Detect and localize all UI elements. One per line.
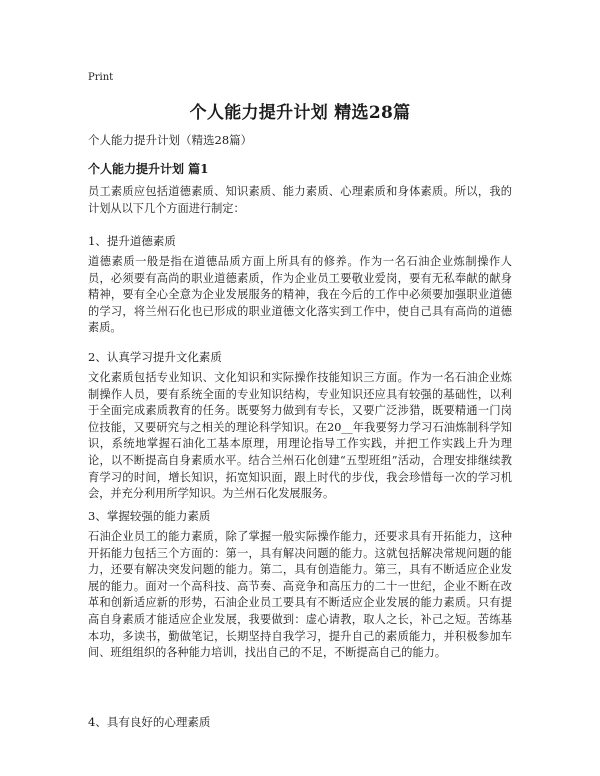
intro-paragraph: 员工素质应包括道德素质、知识素质、能力素质、心理素质和身体素质。所以，我的计划从以下几个方面进行制定： <box>88 185 512 215</box>
section-body-1: 道德素质一般是指在道德品质方面上所具有的修养。作为一名石油企业炼制操作人员，必须要有高尚的职业道德素质，作为企业员工要敬业爱岗，要有无私奉献的献身精神，要有全心全意为企业发展服务的精神，我在今后的工作中必须要加强职业道德的学习，将兰州石化也已形成的职业道德文化落实到工作中，使自己具有高尚的道德素质。 <box>88 255 512 335</box>
document-subtitle: 个人能力提升计划（精选28篇） <box>88 133 253 147</box>
section-heading-4: 4、具有良好的心理素质 <box>88 715 211 729</box>
section-heading-2: 2、认真学习提升文化素质 <box>88 350 222 364</box>
section-body-3: 石油企业员工的能力素质，除了掌握一般实际操作能力，还要求具有开拓能力，这种开拓能力包括三个方面的：第一，具有解决问题的能力。这就包括解决常规问题的能力，还要有解决突发问题的能力。第二，具有创造能力。第三，具有不断适应企业发展的能力。面对一个高科技、高节奏、高竞争和高压力的二十一世纪，企业不断在改革和创新适应新的形势，石油企业员工要具有不断适应企业发展的能力素质。只有提高自身素质才能适应企业发展，我要做到：虚心请教，取人之长，补己之短。苦练基本功，多读书，勤做笔记，长期坚持自我学习，提升自己的素质能力，并积极参加车间、班组组织的各种能力培训，找出自己的不足，不断提高自己的能力。 <box>88 530 512 660</box>
section-heading-3: 3、掌握较强的能力素质 <box>88 509 211 523</box>
section-body-2: 文化素质包括专业知识、文化知识和实际操作技能知识三方面。作为一名石油企业炼制操作人员，要有系统全面的专业知识结构，专业知识还应具有较强的基础性，以利于全面完成素质教育的任务。既要努力做到有专长，又要广泛涉猎，既要精通一门岗位技能，又要研究与之相关的理论科学知识。在20__年我要努力学习石油炼制科学知识，系统地掌握石油化工基本原理，用理论指导工作实践，并把工作实践上升为理论，以不断提高自身素质水平。结合兰州石化创建“五型班组”活动，合理安排继续教育学习的时间，增长知识，拓宽知识面，跟上时代的步伐，我会珍惜每一次的学习机会，并充分利用所学知识。为兰州石化发展服务。 <box>88 371 512 501</box>
section-heading-1: 1、提升道德素质 <box>88 234 176 248</box>
document-title: 个人能力提升计划 精选28篇 <box>189 103 411 123</box>
print-label[interactable]: Print <box>88 72 114 83</box>
article-heading: 个人能力提升计划 篇1 <box>88 162 209 176</box>
